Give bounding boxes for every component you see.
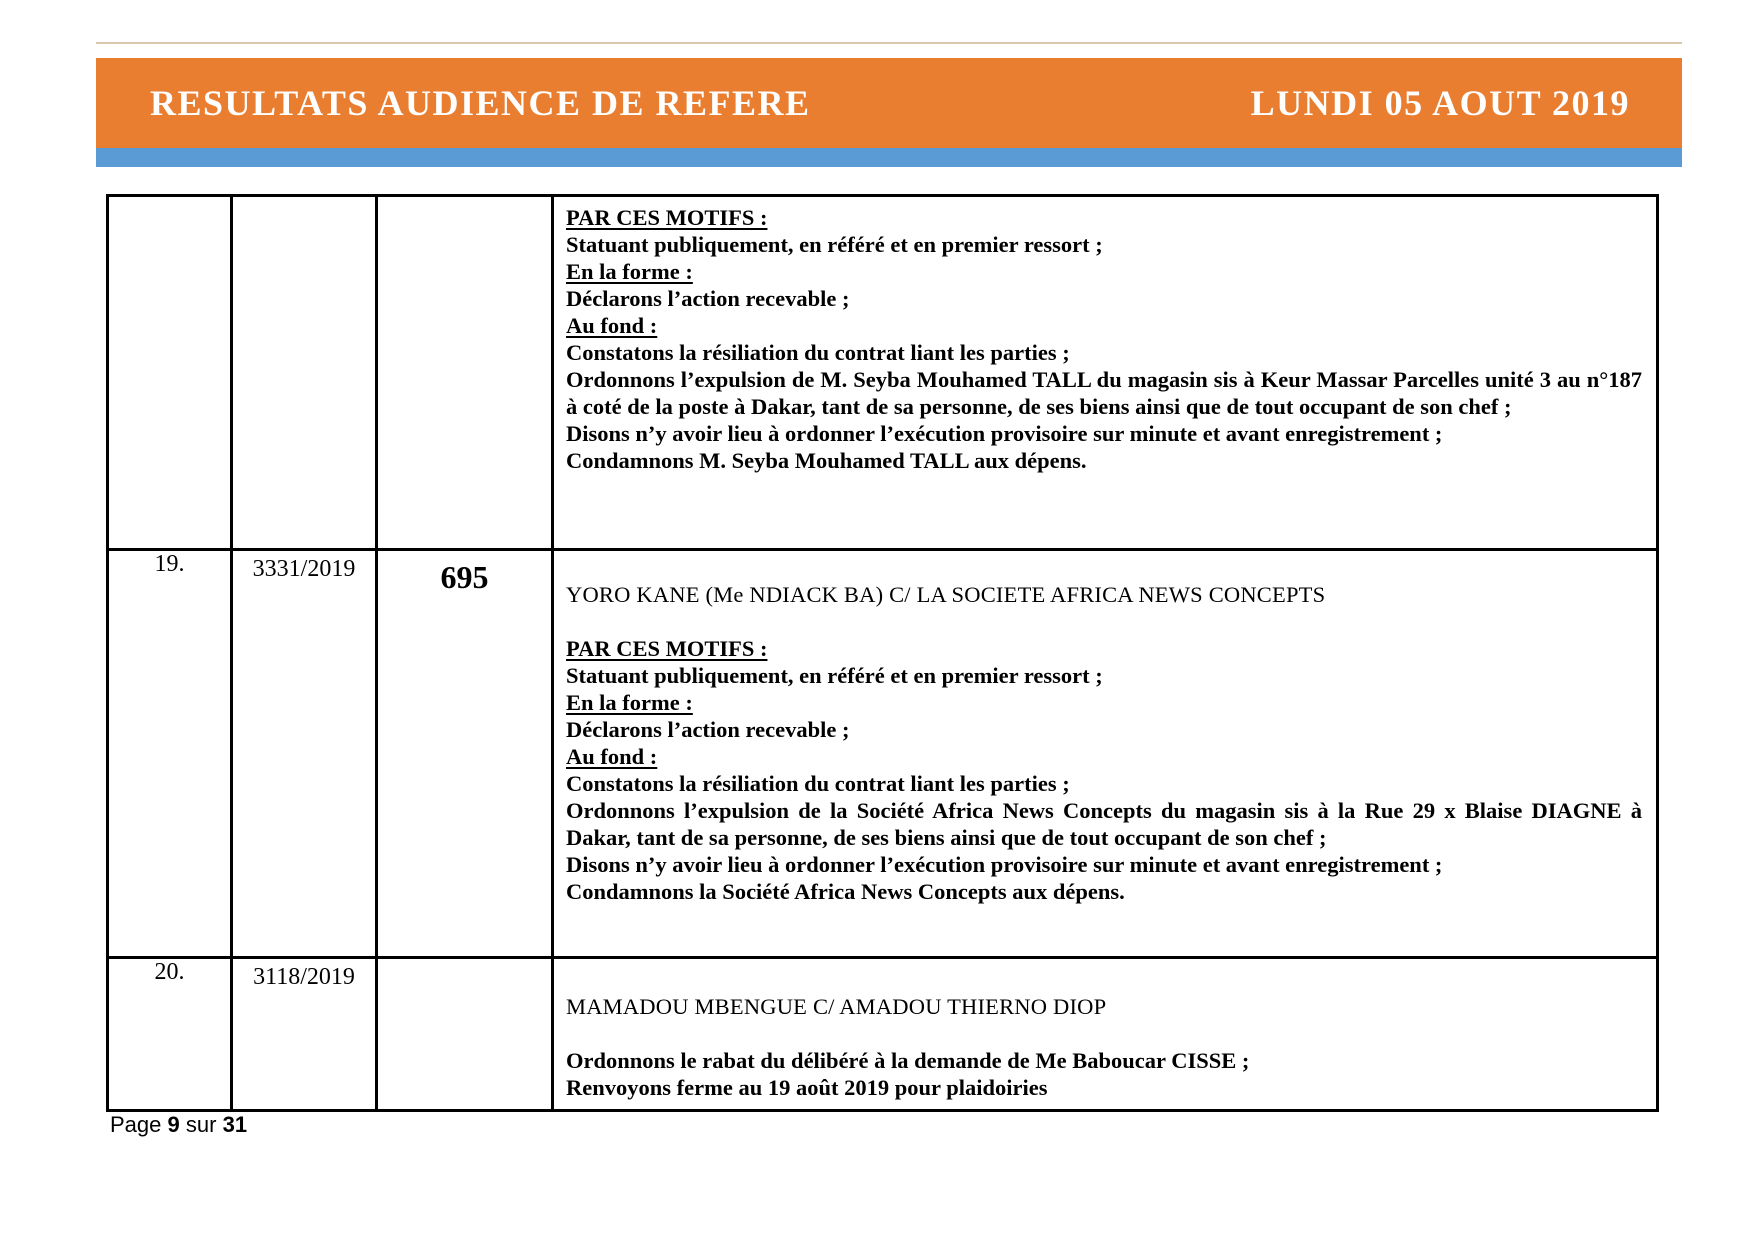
decision-cell [553, 550, 1658, 958]
top-rule-divider [96, 42, 1682, 44]
decision-line: Ordonnons le rabat du délibéré à la demande de Me Baboucar CISSE ; [566, 1048, 1250, 1073]
blue-stripe-divider [96, 148, 1682, 167]
decision-line: Ordonnons l’expulsion de M. Seyba Mouhamed TALL du magasin sis à Keur Massar Parcelles unité 3 au n°187 à coté de la poste à Dakar, tant de sa personne, de ses biens ainsi que de tout occupant de son chef ; [566, 367, 1642, 419]
parties-line: YORO KANE (Me NDIACK BA) C/ LA SOCIETE AFRICA NEWS CONCEPTS [566, 582, 1326, 607]
decision-line: Constatons la résiliation du contrat liant les parties ; [566, 340, 1070, 365]
table-row [108, 196, 1658, 550]
decision-line: Ordonnons l’expulsion de la Société Africa News Concepts du magasin sis à la Rue 29 x Blaise DIAGNE à Dakar, tant de sa personne, de ses biens ainsi que de tout occupant de son chef ; [566, 798, 1642, 850]
audience-date: LUNDI 05 AOUT 2019 [1250, 83, 1630, 123]
order-number-cell: 695 [377, 550, 553, 958]
decision-line: Déclarons l’action recevable ; [566, 717, 850, 742]
decision-heading: En la forme : [566, 690, 693, 715]
page-footer [110, 1112, 247, 1138]
footer-total-pages: 31 [222, 1112, 248, 1137]
header-banner [96, 58, 1682, 148]
blank-line [566, 608, 1642, 635]
table-row [108, 550, 1658, 958]
results-table-body [108, 196, 1658, 1111]
results-table [106, 194, 1659, 1112]
row-number-cell [108, 196, 232, 550]
decision-line: Disons n’y avoir lieu à ordonner l’exécution provisoire sur minute et avant enregistrement ; [566, 852, 1443, 877]
decision-line: Renvoyons ferme au 19 août 2019 pour plaidoiries [566, 1075, 1048, 1100]
decision-heading: PAR CES MOTIFS : [566, 636, 768, 661]
row-number-cell: 19. [108, 550, 232, 958]
case-number-cell: 3118/2019 [232, 958, 377, 1111]
decision-line: Statuant publiquement, en référé et en premier ressort ; [566, 663, 1103, 688]
decision-cell [553, 958, 1658, 1111]
decision-heading: Au fond : [566, 313, 658, 338]
row-number-cell: 20. [108, 958, 232, 1111]
decision-heading: En la forme : [566, 259, 693, 284]
parties-line: MAMADOU MBENGUE C/ AMADOU THIERNO DIOP [566, 994, 1107, 1019]
order-number-cell [377, 196, 553, 550]
decision-cell [553, 196, 1658, 550]
decision-heading: PAR CES MOTIFS : [566, 205, 768, 230]
footer-middle: sur [185, 1112, 217, 1137]
case-number-cell [232, 196, 377, 550]
decision-heading: Au fond : [566, 744, 658, 769]
footer-prefix: Page [110, 1112, 162, 1137]
table-row [108, 958, 1658, 1111]
case-number-cell: 3331/2019 [232, 550, 377, 958]
decision-line: Déclarons l’action recevable ; [566, 286, 850, 311]
order-number-cell [377, 958, 553, 1111]
decision-line: Disons n’y avoir lieu à ordonner l’exécution provisoire sur minute et avant enregistrement ; [566, 421, 1443, 446]
decision-line: Statuant publiquement, en référé et en premier ressort ; [566, 232, 1103, 257]
blank-line [566, 1020, 1642, 1047]
page-title: RESULTATS AUDIENCE DE REFERE [150, 83, 811, 123]
decision-line: Condamnons la Société Africa News Concepts aux dépens. [566, 879, 1125, 904]
decision-line: Condamnons M. Seyba Mouhamed TALL aux dépens. [566, 448, 1087, 473]
decision-line: Constatons la résiliation du contrat liant les parties ; [566, 771, 1070, 796]
footer-page-number: 9 [167, 1112, 180, 1137]
